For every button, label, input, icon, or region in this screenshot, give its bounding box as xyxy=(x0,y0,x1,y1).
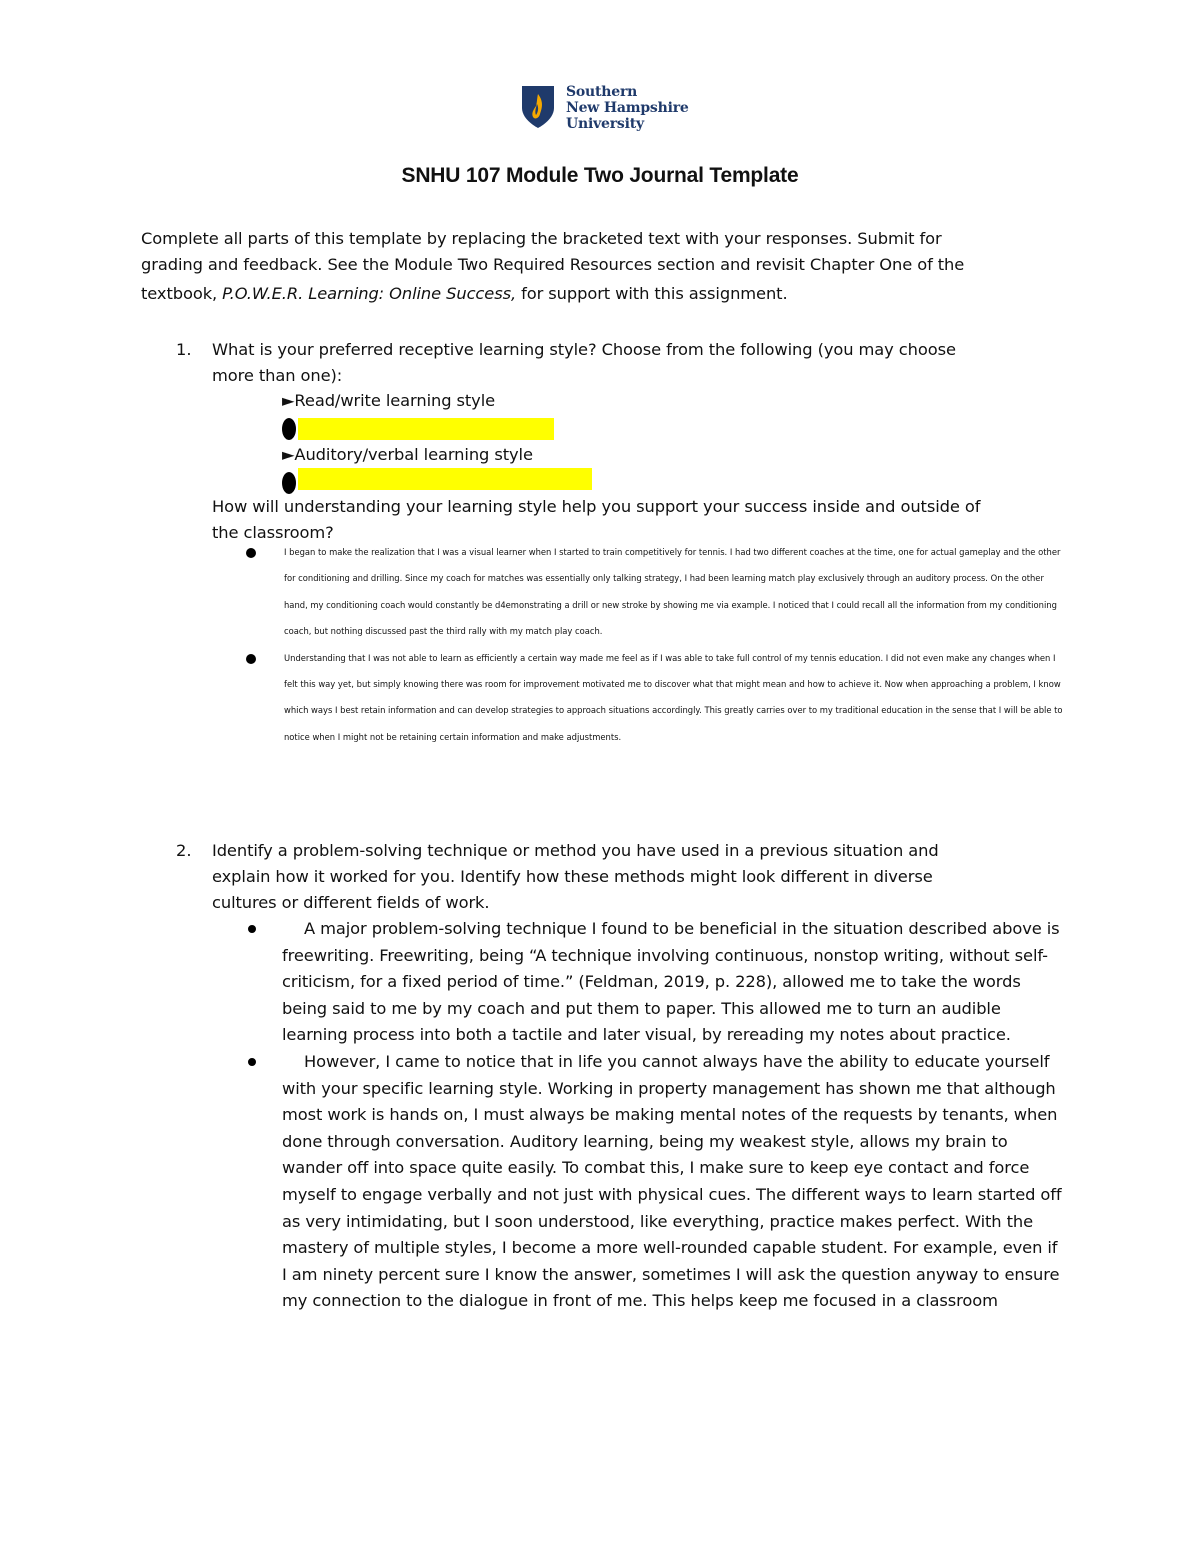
answer-item xyxy=(244,645,1064,751)
answer-text: A major problem-solving technique I found to be beneficial in the situation described above is freewriting. Freewriting, being “A technique involving continuous, nonstop writing, without self-criticism, for a fixed period of time.” (Feldman, 2019, p. 228), allowed me to take the words being said to me by my coach and put them to paper. This allowed me to turn an audible learning process into both a tactile and later visual, by rereading my notes about practice. xyxy=(282,919,1060,1045)
answer-item xyxy=(244,1049,1064,1315)
logo-line-3: University xyxy=(566,116,644,132)
question-2-number: 2. xyxy=(176,841,192,860)
option-read-write: ►Read/write learning style xyxy=(282,391,496,410)
intro-paragraph xyxy=(141,226,1061,310)
question-1-number: 1. xyxy=(176,340,192,359)
question-1-text xyxy=(212,337,1072,389)
answer-text: Understanding that I was not able to learn as efficiently a certain way made me feel as if I was able to take full control of my tennis education. I did not even make any changes when I felt this way yet, but simply knowing there was room for improvement motivated me to discover what that might mean and how to achieve it. Now when approaching a problem, I know which ways I best retain information and can develop strategies to approach situations accordingly. This greatly carries over to my traditional education in the sense that I will be able to notice when I might not be retaining certain information and make adjustments. xyxy=(284,652,1063,742)
option-auditory-verbal: ►Auditory/verbal learning style xyxy=(282,445,533,464)
bullet-icon xyxy=(248,925,256,933)
followup-line-1: How will understanding your learning style help you support your success inside and outside of xyxy=(212,497,981,516)
intro-line-3-pre: textbook, xyxy=(141,284,223,303)
logo-line-1: Southern xyxy=(566,84,638,100)
logo-wordmark xyxy=(566,84,689,132)
question-2-answers xyxy=(244,916,1064,1315)
question-2-line-3: cultures or different fields of work. xyxy=(212,893,490,912)
answer-text: I began to make the realization that I was a visual learner when I started to train competitively for tennis. I had two different coaches at the time, one for actual gameplay and the other for conditioning and drilling. Since my coach for matches was essentially only talking strategy, I had been learning match play exclusively through an auditory process. On the other hand, my conditioning coach would constantly be d4emonstrating a drill or new stroke by showing me via example. I noticed that I could recall all the information from my conditioning coach, but nothing discussed past the third rally with my match play coach. xyxy=(284,547,1061,637)
bullet-icon xyxy=(248,1058,256,1066)
highlighted-option xyxy=(298,418,554,440)
university-logo xyxy=(520,84,690,132)
question-1-line-2: more than one): xyxy=(212,366,343,385)
question-1-answers xyxy=(244,539,1064,750)
answer-item xyxy=(244,539,1064,645)
bullet-icon xyxy=(246,548,256,558)
redaction-mark xyxy=(282,418,296,440)
redaction-mark xyxy=(282,472,296,494)
intro-line-3 xyxy=(141,278,1061,310)
answer-text: However, I came to notice that in life you cannot always have the ability to educate yourself with your specific learning style. Working in property management has shown me that although most work is hands on, I must always be making mental notes of the requests by tenants, when done through conversation. Auditory learning, being my weakest style, allows my brain to wander off into space quite easily. To combat this, I make sure to keep eye contact and force myself to engage verbally and not just with physical cues. The different ways to learn started off as very intimidating, but I soon understood, like everything, practice makes perfect. With the mastery of multiple styles, I become a more well-rounded capable student. For example, even if I am ninety percent sure I know the answer, sometimes I will ask the question anyway to ensure my connection to the dialogue in front of me. This helps keep me focused in a classroom xyxy=(282,1051,1062,1311)
textbook-title: P.O.W.E.R. Learning: Online Success, xyxy=(222,284,517,303)
question-2-text xyxy=(212,838,1072,916)
intro-line-2: grading and feedback. See the Module Two Required Resources section and revisit Chapter One of the xyxy=(141,255,965,274)
highlighted-option xyxy=(298,468,592,490)
shield-flame-icon xyxy=(520,84,556,130)
intro-line-1: Complete all parts of this template by replacing the bracketed text with your responses. Submit for xyxy=(141,229,942,248)
page-title: SNHU 107 Module Two Journal Template xyxy=(401,164,799,187)
intro-line-3-post: for support with this assignment. xyxy=(516,284,788,303)
followup-line-2: the classroom? xyxy=(212,523,334,542)
question-1-line-1: What is your preferred receptive learning style? Choose from the following (you may choose xyxy=(212,340,956,359)
bullet-icon xyxy=(246,654,256,664)
logo-line-2: New Hampshire xyxy=(566,100,689,116)
question-2-line-1: Identify a problem-solving technique or method you have used in a previous situation and xyxy=(212,841,939,860)
question-2-line-2: explain how it worked for you. Identify how these methods might look different in diverse xyxy=(212,867,933,886)
answer-item xyxy=(244,916,1064,1049)
